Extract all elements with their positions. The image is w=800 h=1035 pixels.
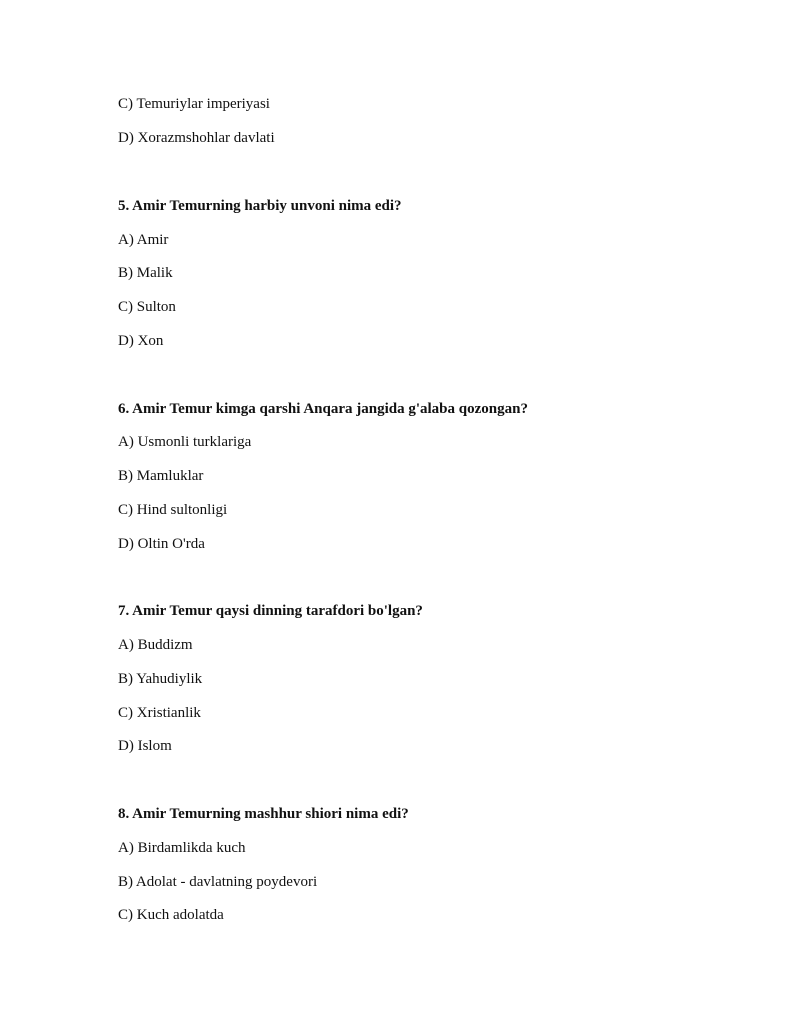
leading-option-d: D) Xorazmshohlar davlati: [118, 130, 275, 146]
question-8-option-b: B) Adolat - davlatning poydevori: [118, 874, 318, 890]
question-6-option-c: C) Hind sultonligi: [118, 502, 228, 518]
question-6-option-a: A) Usmonli turklariga: [118, 434, 252, 450]
question-7-option-c: C) Xristianlik: [118, 705, 201, 721]
question-5-option-b: B) Malik: [118, 265, 173, 281]
question-7-option-d: D) Islom: [118, 738, 172, 754]
question-8-option-a: A) Birdamlikda kuch: [118, 840, 246, 856]
leading-option-c: C) Temuriylar imperiyasi: [118, 96, 270, 112]
question-7-option-b: B) Yahudiylik: [118, 671, 203, 687]
question-8-option-c: C) Kuch adolatda: [118, 907, 224, 923]
question-5-option-d: D) Xon: [118, 333, 164, 349]
question-5-option-c: C) Sulton: [118, 299, 176, 315]
question-7-option-a: A) Buddizm: [118, 637, 193, 653]
question-7: 7. Amir Temur qaysi dinning tarafdori bo'lgan?: [118, 603, 423, 619]
question-5-option-a: A) Amir: [118, 232, 169, 248]
question-6-option-b: B) Mamluklar: [118, 468, 204, 484]
question-6-option-d: D) Oltin O'rda: [118, 536, 205, 552]
question-6: 6. Amir Temur kimga qarshi Anqara jangida g'alaba qozongan?: [118, 401, 528, 417]
question-5: 5. Amir Temurning harbiy unvoni nima edi?: [118, 198, 402, 214]
question-8: 8. Amir Temurning mashhur shiori nima edi?: [118, 806, 409, 822]
